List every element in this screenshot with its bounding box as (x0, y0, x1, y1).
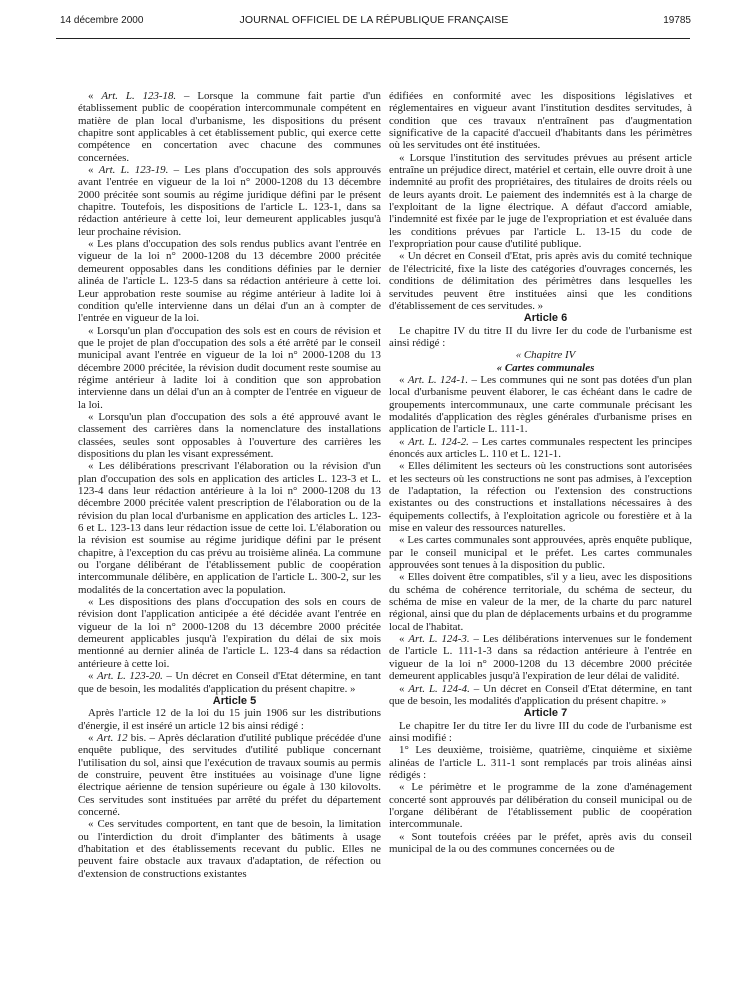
paragraph: « Art. L. 123-19. – Les plans d'occupation des sols approuvés avant l'entrée en vigueur de la loi n° 2000-1208 du 13 décembre 2000 précitée sont soumis au régime juridique défini par le présent chapitre. Toutefois, les dispositions de l'article L. 123-1, dans sa rédaction antérieure à cette loi, leur demeurent applicables jusqu'à leur prochaine révision. (78, 164, 381, 238)
paragraph: 1° Les deuxième, troisième, quatrième, cinquième et sixième alinéas de l'article L. 311-1 sont remplacés par trois alinéas ainsi rédigés : (389, 744, 692, 781)
article-ref: Art. L. 124-4. (408, 682, 470, 695)
paragraph: Le chapitre IV du titre II du livre Ier du code de l'urbanisme est ainsi rédigé : (389, 324, 692, 349)
paragraph: « Ces servitudes comportent, en tant que de besoin, la limitation ou l'interdiction du droit d'implanter des bâtiments à usage d'habitation et des établissements recevant du public. Elles ne peuvent faire obstacle aux travaux d'adaptation, de réfection ou d'extension de constructions existantes (78, 818, 381, 880)
paragraph-text: – Lorsque la commune fait partie d'un établissement public de coopération intercommunale compétent en matière de plan local d'urbanisme, les dispositions du présent chapitre sont applicables à cet établissement public, qui exerce cette compétence en concertation avec chacune des communes concernées. (78, 90, 381, 164)
left-column (78, 90, 381, 880)
paragraph: « Art. L. 124-4. – Un décret en Conseil d'Etat détermine, en tant que de besoin, les modalités d'application du présent chapitre. » (389, 682, 692, 707)
page-header (0, 0, 748, 40)
paragraph: « Art. 12 bis. – Après déclaration d'utilité publique précédée d'une enquête publique, des servitudes d'utilité publique concernant l'utilisation du sol, ainsi que l'exécution de travaux soumis au permis de construire, peuvent être instituées au voisinage d'une ligne électrique aérienne de tension supérieure ou égale à 130 kilovolts. Ces servitudes sont instituées par arrêté du préfet du département concerné. (78, 731, 382, 818)
paragraph-text: – Un décret en Conseil d'Etat détermine, en tant que de besoin, les modalités d'application du présent chapitre. » (78, 670, 381, 695)
paragraph: « Sont toutefois créées par le préfet, après avis du conseil municipal de la ou des communes concernées ou de (389, 830, 692, 855)
paragraph: édifiées en conformité avec les dispositions législatives et réglementaires en vigueur avant l'institution desdites servitudes, à condition que ces travaux n'entraînent pas d'augmentation significative de la capacité d'accueil d'habitants dans les périmètres où les servitudes ont été instituées. (389, 90, 692, 152)
paragraph: « Elles délimitent les secteurs où les constructions sont autorisées et les secteurs où les constructions ne sont pas admises, à l'exception de l'adaptation, la réfection ou l'extension des constructions existantes ou des constructions et installations nécessaires à des équipements collectifs, à l'exploitation agricole ou forestière et à la mise en valeur des ressources naturelles. (389, 460, 692, 535)
paragraph: Le chapitre Ier du titre Ier du livre III du code de l'urbanisme est ainsi modifié : (389, 719, 692, 744)
chapter-heading: « Chapitre IV (515, 349, 576, 362)
header-rule (56, 38, 690, 39)
right-column (389, 90, 692, 855)
paragraph: « Le périmètre et le programme de la zone d'aménagement concerté sont approuvés par délibération du conseil municipal ou de l'organe délibérant de l'établissement public de coopération intercommunale. (389, 781, 692, 831)
paragraph: « Lorsqu'un plan d'occupation des sols a été approuvé avant le classement des carrières dans la nomenclature des installations classées, seules sont opposables à l'ouverture des carrières les dispositions du plan les visant expressément. (78, 410, 381, 460)
article-ref: Art. L. 123-18. (101, 90, 177, 102)
article-heading: Article 5 (212, 694, 257, 707)
issue-date: 14 décembre 2000 (60, 15, 144, 26)
article-ref: Art. L. 123-19. (98, 164, 169, 177)
paragraph: « Elles doivent être compatibles, s'il y a lieu, avec les dispositions du schéma de cohérence territoriale, du schéma de secteur, du schéma de mise en valeur de la mer, de la charte du parc naturel régional, ainsi que du plan de déplacements urbains et du programme local de l'habitat. (389, 571, 692, 633)
paragraph-text: – Les délibérations intervenues sur le fondement de l'article L. 111-1-3 dans sa rédaction antérieure à l'entrée en vigueur de la loi n° 2000-1208 du 13 décembre 2000 précitée demeurent applicables jusqu'à l'expiration de leur délai de validité. (389, 633, 692, 683)
paragraph-text: – Les cartes communales respectent les principes énoncés aux articles L. 110 et L. 121-1. (389, 435, 692, 460)
paragraph: « Art. L. 124-2. – Les cartes communales respectent les principes énoncés aux articles L. 110 et L. 121-1. (389, 435, 692, 460)
paragraph-text: – Un décret en Conseil d'Etat détermine, en tant que de besoin, les modalités d'application du présent chapitre. » (389, 682, 692, 707)
paragraph: « Lorsqu'un plan d'occupation des sols est en cours de révision et que le projet de plan d'occupation des sols a été arrêté par le conseil municipal avant l'entrée en vigueur de la loi n° 2000-1208 du 13 décembre 2000 précitée, la révision dudit document reste soumise au régime antérieur à ladite loi à condition que son approbation intervienne dans un délai d'un an à compter de l'entrée en vigueur de la loi. (78, 324, 381, 411)
paragraph: « Les cartes communales sont approuvées, après enquête publique, par le conseil municipal et le préfet. Les cartes communales approuvées sont tenues à la disposition du public. (389, 534, 692, 572)
paragraph: « Les délibérations prescrivant l'élaboration ou la révision d'un plan d'occupation des sols en application des articles L. 123-3 et L. 123-4 dans leur rédaction antérieure à la loi n° 2000-1208 du 13 décembre 2000 précitée valent prescription de l'élaboration ou de la révision du plan local d'urbanisme en application des articles L. 123-6 et L. 123-13 dans leur rédaction issue de cette loi. L'élaboration ou la révision est soumise au régime juridique défini par le présent chapitre, à l'exception du cas prévu au troisième alinéa. La commune ou l'organe délibérant de l'établissement public de coopération intercommunale délibère, en application de l'article L. 300-2, sur les modalités de la concertation avec la population. (78, 460, 381, 596)
paragraph: « Art. L. 123-18. – Lorsque la commune fait partie d'un établissement public de coopération intercommunale compétent en matière de plan local d'urbanisme, les dispositions du présent chapitre sont applicables à cet établissement public, qui exerce cette compétence en concertation avec chacune des communes concernées. (78, 90, 381, 164)
article-ref: Art. 12 (96, 731, 128, 744)
article-heading: Article 6 (523, 312, 568, 325)
article-ref: Art. L. 124-2. (408, 435, 469, 448)
paragraph: « Les plans d'occupation des sols rendus publics avant l'entrée en vigueur de la loi n° 2000-1208 du 13 décembre 2000 précitée demeurent opposables dans les conditions définies par le dernier alinéa de l'article L. 123-5 dans sa rédaction antérieure à cette loi. Leur approbation reste soumise au régime antérieur à ladite loi à condition qu'elle intervienne dans un délai d'un an à compter de l'entrée en vigueur de la loi. (78, 238, 381, 325)
paragraph: « Art. L. 124-3. – Les délibérations intervenues sur le fondement de l'article L. 111-1-3 dans sa rédaction antérieure à l'entrée en vigueur de la loi n° 2000-1208 du 13 décembre 2000 précitée demeurent applicables jusqu'à l'expiration de leur délai de validité. (389, 633, 692, 683)
chapter-subtitle: « Cartes communales (496, 361, 595, 374)
article-ref: Art. L. 124-1. (407, 373, 469, 386)
paragraph-text: bis. – Après déclaration d'utilité publique précédée d'une enquête publique, des servitudes d'utilité publique concernant l'utilisation du sol, ainsi que l'exécution de travaux soumis au permis de construire, peuvent être instituées au voisinage d'une ligne électrique aérienne de tension supérieure ou égale à 130 kilovolts. Ces servitudes sont instituées par arrêté du préfet du département concerné. (78, 731, 382, 818)
paragraph: « Les dispositions des plans d'occupation des sols en cours de révision dont l'application anticipée a été décidée avant l'entrée en vigueur de la loi n° 2000-1208 du 13 décembre 2000 précitée demeurent applicables jusqu'à l'expiration du délai de six mois mentionné au dernier alinéa de l'article L. 123-4 dans sa rédaction antérieure à cette loi. (78, 596, 381, 670)
article-heading: Article 7 (523, 707, 568, 720)
journal-title: JOURNAL OFFICIEL DE LA RÉPUBLIQUE FRANÇAISE (239, 14, 509, 26)
paragraph-text: – Les plans d'occupation des sols approuvés avant l'entrée en vigueur de la loi n° 2000-1208 du 13 décembre 2000 précitée sont soumis au régime juridique défini par le présent chapitre. Toutefois, les dispositions de l'article L. 123-1, dans sa rédaction antérieure à cette loi, leur demeurent applicables jusqu'à leur prochaine révision. (78, 164, 381, 238)
paragraph: « Art. L. 123-20. – Un décret en Conseil d'Etat détermine, en tant que de besoin, les modalités d'application du présent chapitre. » (78, 670, 381, 695)
page-number: 19785 (663, 15, 691, 26)
article-ref: Art. L. 123-20. (96, 670, 163, 683)
paragraph: « Lorsque l'institution des servitudes prévues au présent article entraîne un préjudice direct, matériel et certain, elle ouvre droit à une indemnité au profit des propriétaires, des titulaires de droits réels ou de leurs ayants droit. Le paiement des indemnités est à la charge de l'exploitant de la ligne électrique. A défaut d'accord amiable, l'indemnité est fixée par le juge de l'expropriation et est évaluée dans les conditions prévues par l'article L. 13-15 du code de l'expropriation pour cause d'utilité publique. (389, 151, 692, 251)
article-ref: Art. L. 124-3. (408, 633, 470, 646)
paragraph: Après l'article 12 de la loi du 15 juin 1906 sur les distributions d'énergie, il est inséré un article 12 bis ainsi rédigé : (78, 707, 381, 732)
paragraph: « Un décret en Conseil d'Etat, pris après avis du comité technique de l'électricité, fixe la liste des catégories d'ouvrages concernés, les conditions de délimitation des périmètres dans lesquelles les servitudes peuvent être instituées ainsi que les conditions d'établissement de ces servitudes. » (389, 250, 692, 312)
paragraph-text: – Les communes qui ne sont pas dotées d'un plan local d'urbanisme peuvent élaborer, le cas échéant dans le cadre de groupements intercommunaux, une carte communale précisant les modalités d'application des règles générales d'urbanisme prises en application de l'article L. 111-1. (389, 373, 692, 436)
paragraph: « Art. L. 124-1. – Les communes qui ne sont pas dotées d'un plan local d'urbanisme peuvent élaborer, le cas échéant dans le cadre de groupements intercommunaux, une carte communale précisant les modalités d'application des règles générales d'urbanisme prises en application de l'article L. 111-1. (389, 373, 692, 436)
